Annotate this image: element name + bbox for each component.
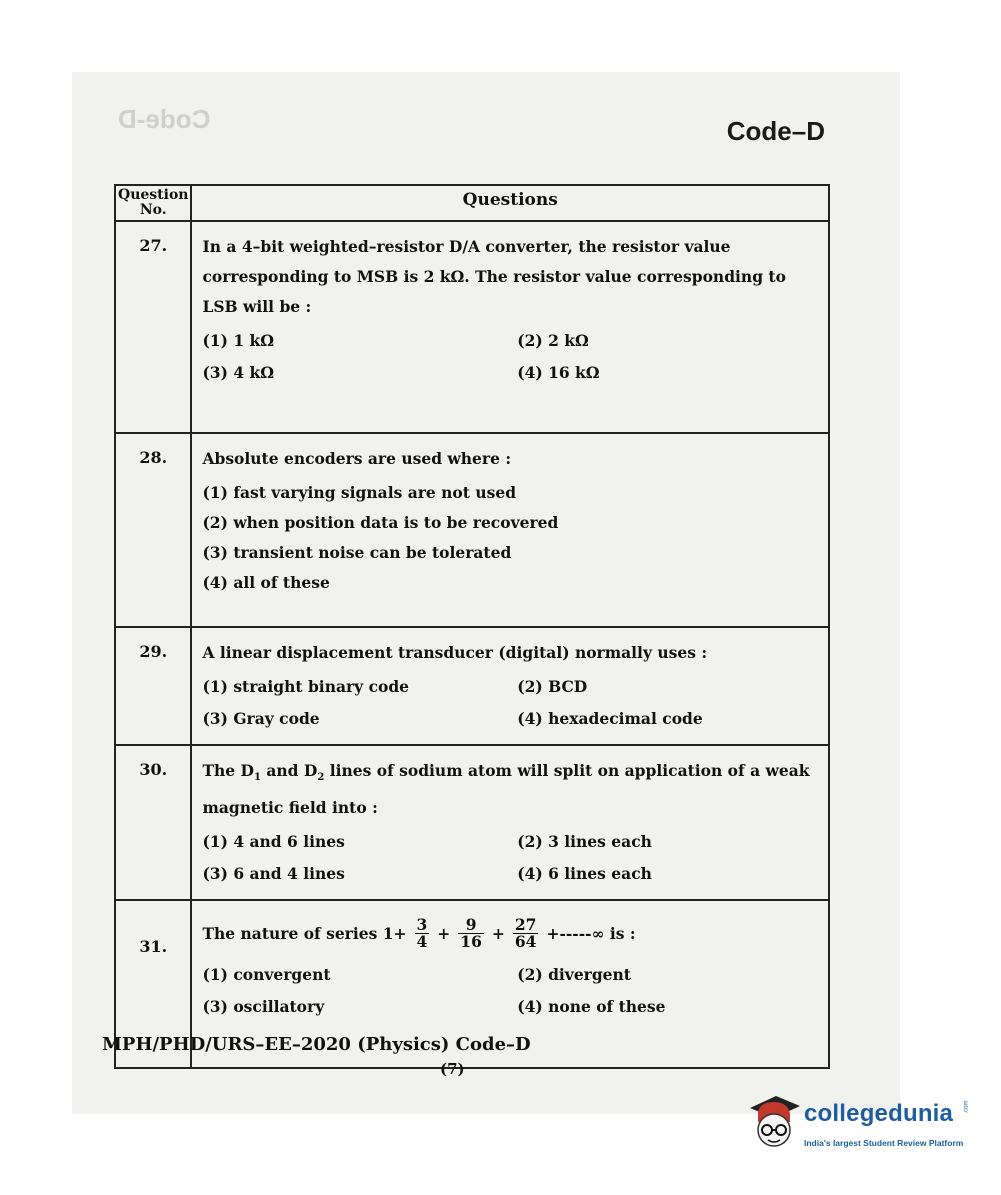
header-question-no: Question No. [115,185,191,221]
question-text: Absolute encoders are used where : [202,449,512,468]
question-number: 31. [115,900,191,1068]
question-text: In a 4–bit weighted–resistor D/A converter, the resistor value corresponding to MSB is 2 kΩ. The resistor value corresponding to LSB will be : [202,237,786,316]
option-1: (1) 1 kΩ [202,331,275,350]
options [202,478,822,598]
question-text: A linear displacement transducer (digital) normally uses : [202,643,708,662]
question-row-28 [115,433,829,627]
option-4: (4) hexadecimal code [517,709,703,728]
option-2: (2) 3 lines each [517,832,652,852]
option-3: (3) transient noise can be tolerated [202,543,512,562]
graduate-mascot-icon [744,1092,802,1158]
question-body [191,745,829,900]
code-label: Code–D [726,116,825,146]
option-4: (4) 6 lines each [517,864,652,884]
question-text: The nature of series 1+ $\frac{3}{4}$ + $\frac{9}{16}$ + $\frac{27}{64}$ +-----∞ is : [202,915,636,952]
option-2: (2) divergent [517,965,631,985]
option-2: (2) 2 kΩ [517,331,589,350]
fraction: $\frac{3}{4}$ [416,915,428,952]
question-text: The $D_1$ and $D_2$ lines of sodium atom will split on application of a weak magnetic field into : [202,761,810,818]
question-body [191,221,829,433]
mirrored-code-watermark: Code-D [118,104,211,134]
option-3: (3) 4 kΩ [202,363,275,382]
option-4: (4) 16 kΩ [517,363,600,382]
logo-name: collegedunia [804,1100,954,1127]
question-number: 28. [115,433,191,627]
option-3: (3) 6 and 4 lines [202,864,345,884]
page-number: (7) [440,1060,465,1078]
option-2: (2) when position data is to be recovered [202,513,559,532]
options [202,672,822,734]
options [202,827,822,889]
option-4: (4) none of these [517,997,666,1017]
question-row-29 [115,627,829,745]
option-3: (3) oscillatory [202,997,325,1017]
question-number: 30. [115,745,191,900]
option-4: (4) all of these [202,573,330,592]
questions-table [114,184,830,1069]
question-row-30 [115,745,829,900]
question-row-27 [115,221,829,433]
header-questions: Questions [191,185,829,221]
option-1: (1) 4 and 6 lines [202,832,345,852]
logo-tagline: India's largest Student Review Platform [804,1138,964,1148]
question-body [191,433,829,627]
collegedunia-logo [744,1092,976,1162]
options [202,960,822,1022]
question-body [191,627,829,745]
fraction: $\frac{9}{16}$ [460,915,482,952]
table-header-row [115,185,829,221]
question-number: 27. [115,221,191,433]
options [202,326,822,388]
option-2: (2) BCD [517,677,588,696]
option-1: (1) straight binary code [202,677,410,696]
question-number: 29. [115,627,191,745]
option-1: (1) fast varying signals are not used [202,483,517,502]
logo-suffix: .com [963,1100,970,1114]
fraction: $\frac{27}{64}$ [514,915,537,952]
option-3: (3) Gray code [202,709,320,728]
option-1: (1) convergent [202,965,331,985]
page-footer: MPH/PHD/URS–EE–2020 (Physics) Code–D [102,1034,531,1055]
